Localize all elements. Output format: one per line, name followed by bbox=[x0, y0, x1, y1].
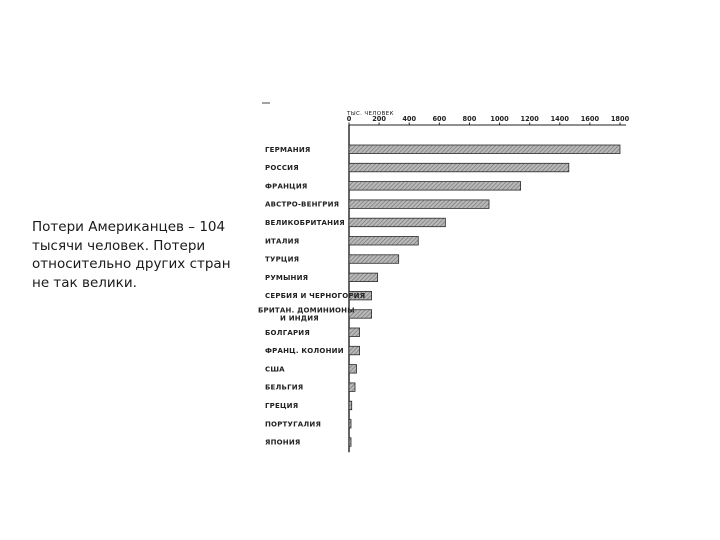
category-label: БРИТАН. ДОМИНИОНЫ bbox=[258, 306, 355, 315]
category-label: США bbox=[265, 365, 285, 374]
x-tick-label: 400 bbox=[402, 115, 417, 123]
bar bbox=[349, 200, 489, 209]
category-label: БЕЛЬГИЯ bbox=[265, 383, 304, 392]
bar bbox=[349, 383, 355, 392]
category-label: ТУРЦИЯ bbox=[265, 255, 300, 264]
category-label: ЯПОНИЯ bbox=[265, 438, 301, 447]
category-label: БОЛГАРИЯ bbox=[265, 328, 310, 337]
x-tick-label: 1400 bbox=[550, 115, 569, 123]
bar bbox=[349, 365, 357, 374]
category-label: ГЕРМАНИЯ bbox=[265, 145, 311, 154]
x-tick-label: 1000 bbox=[490, 115, 509, 123]
bar bbox=[349, 182, 521, 191]
x-tick-label: 1200 bbox=[520, 115, 539, 123]
bar bbox=[349, 438, 351, 447]
category-label: ИТАЛИЯ bbox=[265, 237, 300, 246]
category-label: ФРАНЦ. КОЛОНИИ bbox=[265, 347, 344, 356]
x-tick-label: 600 bbox=[432, 115, 447, 123]
category-label: СЕРБИЯ И ЧЕРНОГОРИЯ bbox=[265, 292, 366, 301]
bar bbox=[349, 346, 360, 355]
category-label: РОССИЯ bbox=[265, 164, 299, 173]
category-label: АВСТРО-ВЕНГРИЯ bbox=[265, 200, 340, 209]
axis-unit-label: ТЫС. ЧЕЛОВЕК bbox=[347, 111, 394, 117]
x-tick-label: 200 bbox=[372, 115, 386, 123]
x-tick-label: 1800 bbox=[610, 115, 630, 123]
category-label: ФРАНЦИЯ bbox=[265, 182, 308, 191]
category-label: ВЕЛИКОБРИТАНИЯ bbox=[265, 218, 345, 227]
category-label: И ИНДИЯ bbox=[280, 314, 319, 323]
bar bbox=[349, 255, 399, 263]
caption-text: Потери Американцев – 104 тысячи человек. Потери относительно других стран не так велики. bbox=[32, 219, 231, 291]
bar bbox=[349, 328, 360, 337]
bar bbox=[349, 218, 445, 227]
bar bbox=[349, 401, 352, 410]
x-tick-label: 800 bbox=[462, 115, 477, 123]
bar bbox=[349, 420, 351, 429]
bar bbox=[349, 273, 378, 282]
x-tick-label: 0 bbox=[346, 115, 352, 123]
bar bbox=[349, 163, 569, 172]
bar bbox=[349, 237, 418, 246]
category-label: ГРЕЦИЯ bbox=[265, 401, 299, 410]
category-label: ПОРТУГАЛИЯ bbox=[265, 420, 322, 429]
category-label: РУМЫНИЯ bbox=[265, 273, 309, 282]
x-tick-label: 1600 bbox=[580, 115, 600, 123]
bar bbox=[349, 145, 620, 154]
